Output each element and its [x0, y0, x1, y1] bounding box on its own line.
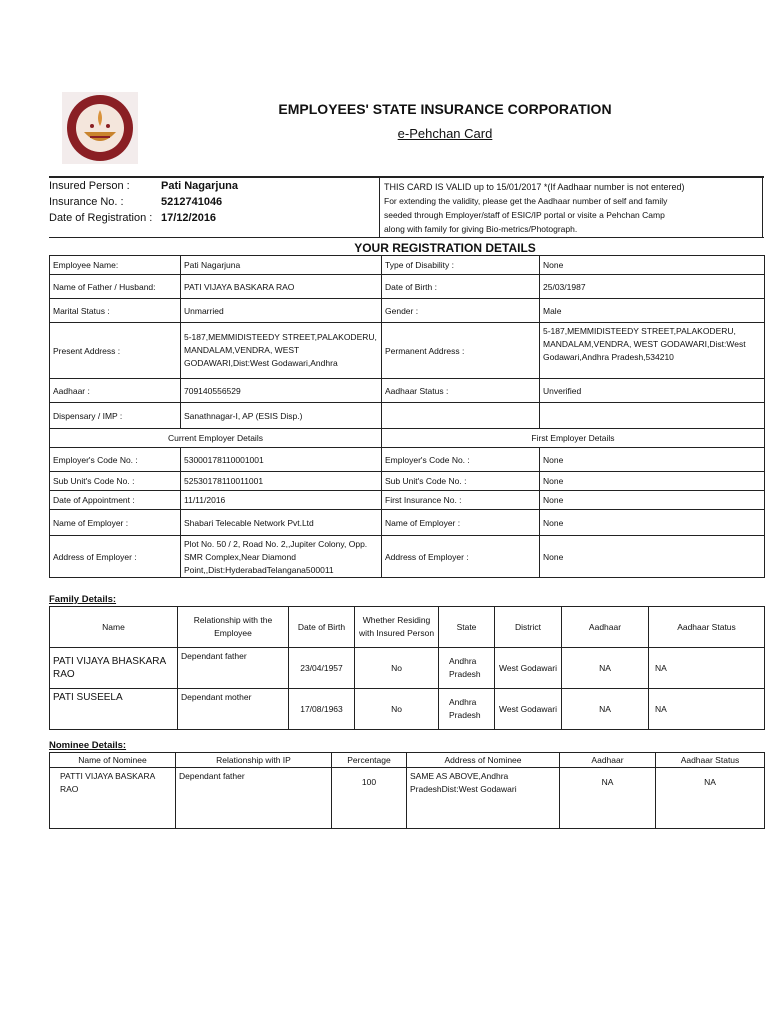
dispensary-value: Sanathnagar-I, AP (ESIS Disp.): [181, 403, 382, 429]
validity-line: seeded through Employer/staff of ESIC/IP portal or visite a Pehchan Camp: [384, 210, 665, 220]
table-row: [50, 510, 765, 536]
father-value: PATI VIJAYA BASKARA RAO: [181, 275, 382, 299]
family-table: [49, 606, 765, 730]
table-row: [50, 323, 765, 379]
validity-notice: [384, 180, 720, 236]
column-header: Date of Birth: [289, 607, 355, 648]
family-member-name: PATI SUSEELA: [50, 689, 178, 730]
first-employer-heading: First Employer Details: [382, 429, 765, 448]
employee-name-value: Pati Nagarjuna: [181, 256, 382, 275]
card-title: e-Pehchan Card: [397, 126, 493, 141]
family-dob: 23/04/1957: [289, 648, 355, 689]
esic-emblem-icon: [62, 92, 138, 164]
registration-date-row: [49, 212, 217, 224]
family-district: West Godawari: [495, 648, 562, 689]
nominee-name: PATTI VIJAYA BASKARA RAO: [50, 768, 176, 829]
first-sub-unit-label: Sub Unit's Code No. :: [382, 472, 540, 491]
gender-value: Male: [540, 299, 765, 323]
insured-person-value: Pati Nagarjuna: [161, 180, 239, 192]
column-header: Name of Nominee: [50, 753, 176, 768]
employer-name-label: Name of Employer :: [50, 510, 181, 536]
column-header: Percentage: [332, 753, 407, 768]
divider: [379, 176, 380, 238]
table-row: [50, 299, 765, 323]
family-relationship: Dependant mother: [178, 689, 289, 730]
father-label: Name of Father / Husband:: [50, 275, 181, 299]
sub-unit-label: Sub Unit's Code No. :: [50, 472, 181, 491]
validity-line: THIS CARD IS VALID up to 15/01/2017 *(If Aadhaar number is not entered): [384, 182, 685, 192]
family-member-name: PATI VIJAYA BHASKARA RAO: [50, 648, 178, 689]
column-header: Aadhaar Status: [649, 607, 765, 648]
registration-date-label: Date of Registration :: [49, 212, 153, 224]
first-employer-code-value: None: [540, 448, 765, 472]
family-aadhaar: NA: [562, 689, 649, 730]
permanent-address-label: Permanent Address :: [382, 323, 540, 379]
first-insurance-value: None: [540, 491, 765, 510]
dob-value: 25/03/1987: [540, 275, 765, 299]
appointment-label: Date of Appointment :: [50, 491, 181, 510]
divider: [49, 176, 764, 178]
table-row: [50, 491, 765, 510]
insurance-no-value: 5212741046: [161, 196, 223, 208]
first-employer-name-value: None: [540, 510, 765, 536]
table-row: [50, 689, 765, 730]
gender-label: Gender :: [382, 299, 540, 323]
first-employer-name-label: Name of Employer :: [382, 510, 540, 536]
permanent-address-value: 5-187,MEMMIDISTEEDY STREET,PALAKODERU, MANDALAM,VENDRA, WEST GODAWARI,Dist:West Godawari,Andhra Pradesh,534210: [540, 323, 765, 379]
disability-value: None: [540, 256, 765, 275]
table-row: [50, 536, 765, 578]
sub-unit-value: 52530178110011001: [181, 472, 382, 491]
table-row: [50, 648, 765, 689]
family-state: Andhra Pradesh: [439, 648, 495, 689]
table-row: [50, 275, 765, 299]
first-employer-address-value: None: [540, 536, 765, 578]
present-address-label: Present Address :: [50, 323, 181, 379]
dispensary-label: Dispensary / IMP :: [50, 403, 181, 429]
column-header: Whether Residing with Insured Person: [355, 607, 439, 648]
table-row: [50, 448, 765, 472]
column-header: Name: [50, 607, 178, 648]
column-header: Aadhaar Status: [656, 753, 765, 768]
divider: [762, 176, 763, 238]
family-details-title: Family Details:: [49, 594, 117, 605]
nominee-percentage: 100: [332, 768, 407, 829]
present-address-value: 5-187,MEMMIDISTEEDY STREET,PALAKODERU, MANDALAM,VENDRA, WEST GODAWARI,Dist:West Godawari,Andhra: [181, 323, 382, 379]
table-row: [50, 256, 765, 275]
current-employer-heading: Current Employer Details: [50, 429, 382, 448]
insurance-no-label: Insurance No. :: [49, 196, 124, 208]
appointment-value: 11/11/2016: [181, 491, 382, 510]
family-aadhaar-status: NA: [649, 689, 765, 730]
dob-label: Date of Birth :: [382, 275, 540, 299]
first-sub-unit-value: None: [540, 472, 765, 491]
aadhaar-status-value: Unverified: [540, 379, 765, 403]
table-row: [50, 472, 765, 491]
first-employer-address-label: Address of Employer :: [382, 536, 540, 578]
employer-code-value: 53000178110001001: [181, 448, 382, 472]
column-header: Address of Nominee: [407, 753, 560, 768]
family-aadhaar: NA: [562, 648, 649, 689]
nominee-aadhaar: NA: [560, 768, 656, 829]
column-header: Relationship with IP: [176, 753, 332, 768]
registration-title: YOUR REGISTRATION DETAILS: [354, 241, 536, 255]
first-insurance-label: First Insurance No. :: [382, 491, 540, 510]
column-header: Relationship with the Employee: [178, 607, 289, 648]
family-residing: No: [355, 689, 439, 730]
family-relationship: Dependant father: [178, 648, 289, 689]
table-header-row: [50, 753, 765, 768]
family-aadhaar-status: NA: [649, 648, 765, 689]
aadhaar-status-label: Aadhaar Status :: [382, 379, 540, 403]
validity-line: along with family for giving Bio-metrics/Photograph.: [384, 224, 578, 234]
nominee-details-title: Nominee Details:: [49, 740, 127, 751]
table-row: [50, 429, 765, 448]
marital-label: Marital Status :: [50, 299, 181, 323]
column-header: Aadhaar: [562, 607, 649, 648]
column-header: Aadhaar: [560, 753, 656, 768]
aadhaar-value: 709140556529: [181, 379, 382, 403]
nominee-relationship: Dependant father: [176, 768, 332, 829]
family-residing: No: [355, 648, 439, 689]
employee-name-label: Employee Name:: [50, 256, 181, 275]
employer-address-label: Address of Employer :: [50, 536, 181, 578]
employer-address-value: Plot No. 50 / 2, Road No. 2,,Jupiter Colony, Opp. SMR Complex,Near Diamond Point,,Dist:HyderabadTelangana500011: [181, 536, 382, 578]
nominee-aadhaar-status: NA: [656, 768, 765, 829]
validity-line: For extending the validity, please get the Aadhaar number of self and family: [384, 196, 668, 206]
nominee-address: SAME AS ABOVE,Andhra PradeshDist:West Godawari: [407, 768, 560, 829]
org-title: EMPLOYEES' STATE INSURANCE CORPORATION: [278, 101, 612, 117]
first-employer-code-label: Employer's Code No. :: [382, 448, 540, 472]
insurance-no-row: [49, 196, 223, 208]
column-header: District: [495, 607, 562, 648]
family-district: West Godawari: [495, 689, 562, 730]
registration-date-value: 17/12/2016: [161, 212, 217, 224]
family-state: Andhra Pradesh: [439, 689, 495, 730]
column-header: State: [439, 607, 495, 648]
employer-name-value: Shabari Telecable Network Pvt.Ltd: [181, 510, 382, 536]
nominee-table: [49, 752, 765, 829]
table-row: [50, 379, 765, 403]
insured-person-row: [49, 180, 239, 192]
table-row: [50, 768, 765, 829]
insured-person-label: Insured Person :: [49, 180, 130, 192]
family-dob: 17/08/1963: [289, 689, 355, 730]
aadhaar-label: Aadhaar :: [50, 379, 181, 403]
divider: [49, 237, 764, 238]
employer-code-label: Employer's Code No. :: [50, 448, 181, 472]
registration-table: [49, 255, 765, 578]
table-row: [50, 403, 765, 429]
table-header-row: [50, 607, 765, 648]
marital-value: Unmarried: [181, 299, 382, 323]
disability-label: Type of Disability :: [382, 256, 540, 275]
